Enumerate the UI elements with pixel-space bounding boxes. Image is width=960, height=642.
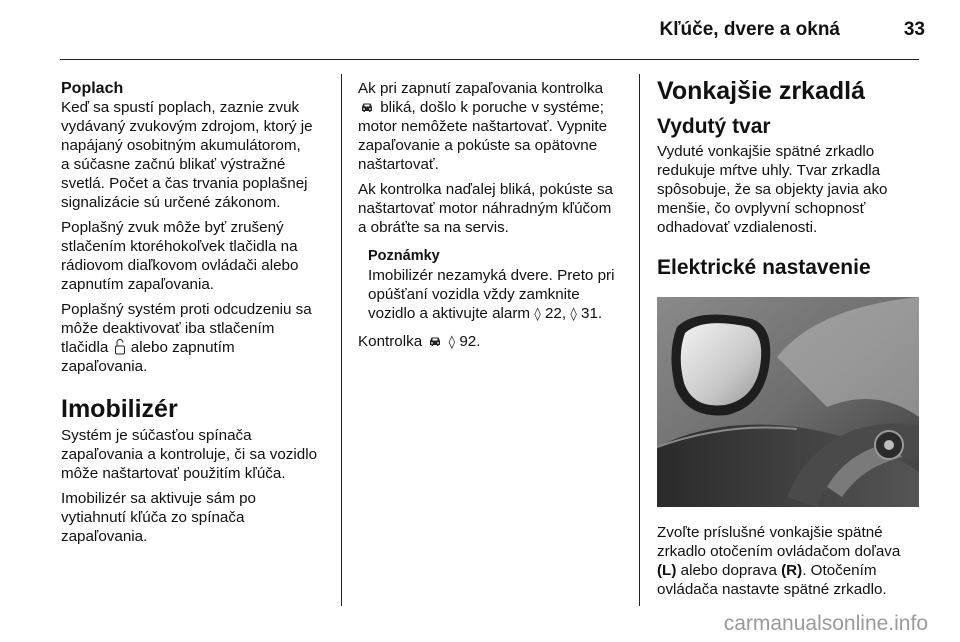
page-reference-icon: ◊ — [534, 307, 541, 322]
service-paragraph: Ak kontrolka naďalej bliká, pokúste sa naštartovať motor náhradným kľúčom a obráťte sa na servis. — [358, 181, 614, 236]
poplach-paragraph-3: Poplašný systém proti odcudzeniu sa môže deaktivovať iba stlačením tlačidla alebo zapnutím zapaľovania. — [61, 301, 312, 375]
mirror-control-photo — [657, 297, 919, 507]
poplach-paragraph-2: Poplašný zvuk môže byť zrušený stlačením ktoréhokoľvek tlačidla na rádiovom diaľkovom ovládači alebo zapnutím zapaľovania. — [61, 219, 299, 293]
page-reference-link[interactable]: 31. — [581, 305, 603, 322]
page-reference-icon: ◊ — [570, 307, 577, 322]
poplach-heading: Poplach — [61, 80, 124, 97]
imobilizer-paragraph-2: Imobilizér sa aktivuje sám po vytiahnutí kľúča zo spínača zapaľovania. — [61, 490, 256, 545]
page-reference-link[interactable]: 22, — [544, 305, 567, 322]
page-reference-link[interactable]: 92. — [459, 333, 481, 350]
page-reference-icon: ◊ — [448, 335, 456, 350]
section-heading-mirrors: Vonkajšie zrkadlá — [657, 77, 865, 105]
imobilizer-heading: Imobilizér — [61, 395, 178, 423]
imobilizer-paragraph-1: Systém je súčasťou spínača zapaľovania a kontroluje, či sa vozidlo môže naštartovať použitím kľúča. — [61, 427, 318, 482]
unlock-icon — [114, 338, 126, 355]
column-2 — [358, 79, 628, 358]
column-1 — [61, 79, 331, 552]
poplach-paragraph-1: Keď sa spustí poplach, zaznie zvuk vydávaný zvukovým zdrojom, ktorý je napájaný osobitným akumulátorom, a súčasne začnú blikať výstražné svetlá. Počet a čas trvania poplašnej signalizácie sú určené zákonom. — [61, 99, 313, 211]
watermark: carmanualsonline.info — [723, 612, 928, 635]
column-3 — [657, 76, 922, 605]
warning-light-paragraph: Ak pri zapnutí zapaľovania kontrolka bliká, došlo k poruche v systéme; motor nemôžete naštartovať. Vypnite zapaľovanie a pokúste sa opätovne naštartovať. — [358, 80, 608, 173]
immobilizer-car-key-icon — [360, 101, 374, 113]
column-divider-2 — [639, 74, 640, 606]
note-label: Poznámky — [368, 248, 440, 264]
page-number: 33 — [903, 19, 925, 40]
subheading-electric: Elektrické nastavenie — [657, 256, 871, 279]
column-divider-1 — [341, 74, 342, 606]
electric-paragraph: Zvoľte príslušné vonkajšie spätné zrkadlo otočením ovládačom doľava (L) alebo doprava (R). Otočením ovládača nastavte spätné zrkadlo. — [657, 524, 901, 598]
header-rule — [60, 59, 919, 60]
note-box: Poznámky Imobilizér nezamyká dvere. Preto pri opúšťaní vozidla vždy zamknite vozidlo a aktivujte alarm ◊ 22, ◊ 31. — [368, 247, 628, 324]
page-header-title: Kľúče, dvere a okná — [659, 19, 840, 40]
indicator-reference: Kontrolka ◊ 92. — [358, 333, 481, 350]
immobilizer-car-key-icon — [428, 335, 442, 347]
convex-paragraph: Vyduté vonkajšie spätné zrkadlo redukuje mŕtve uhly. Tvar zrkadla spôsobuje, že sa objekty javia ako menšie, čo ovplyvní schopnosť odhadovať vzdialenosti. — [657, 143, 888, 236]
subheading-convex: Vydutý tvar — [657, 115, 771, 138]
